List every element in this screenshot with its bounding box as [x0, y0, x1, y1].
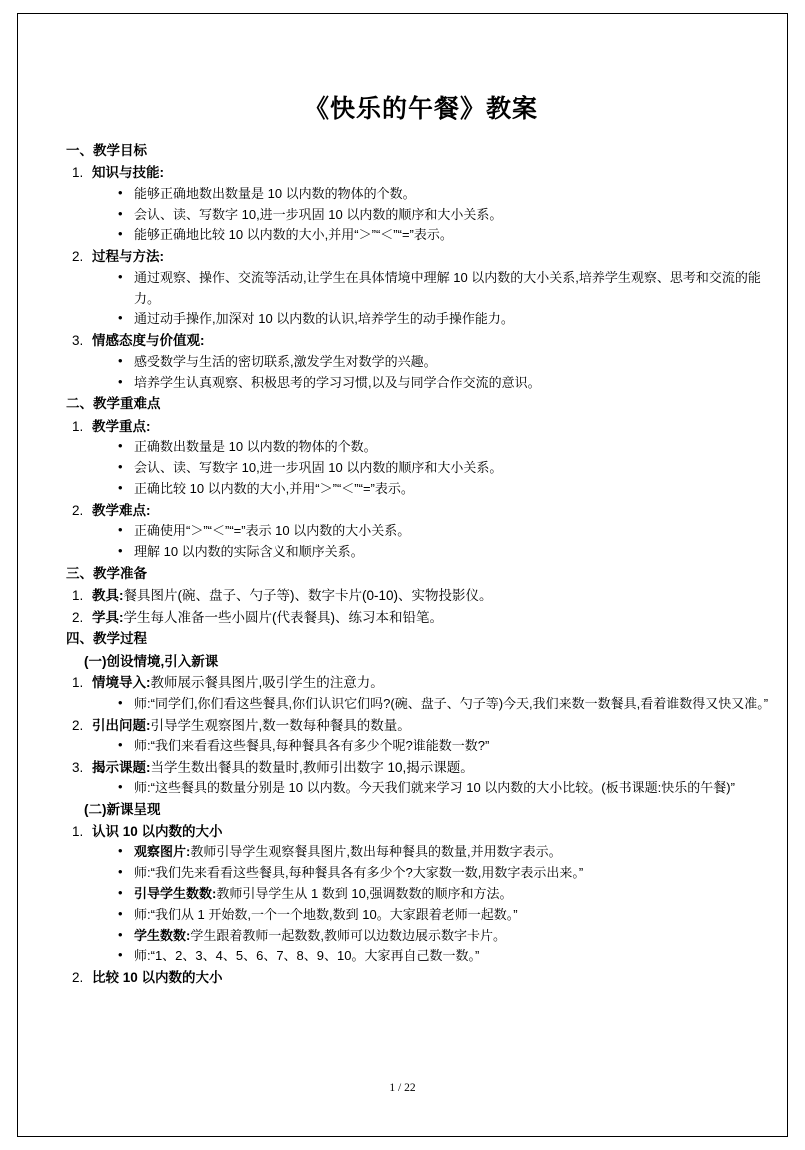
bullet-item — [66, 521, 776, 542]
bullet-text: 学生跟着教师一起数数,教师可以边数边展示数字卡片。 — [190, 927, 506, 943]
bullet-text: 正确比较 10 以内数的大小,并用“＞”“＜”“=”表示。 — [134, 480, 414, 496]
bullet-text: 会认、读、写数字 10,进一步巩固 10 以内数的顺序和大小关系。 — [134, 460, 503, 476]
bullet-dot: • — [118, 779, 123, 795]
bullet-text: 感受数学与生活的密切联系,激发学生对数学的兴趣。 — [134, 353, 437, 369]
list-item — [66, 757, 776, 779]
list-item-text: 餐具图片(碗、盘子、勺子等)、数字卡片(0-10)、实物投影仪。 — [123, 588, 493, 604]
bullet-text: 师:“同学们,你们看这些餐具,你们认识它们吗?(碗、盘子、勺子等)今天,我们来数一数餐具,看着谁数得又快又准。” — [134, 695, 769, 711]
bullet-text: 教师引导学生观察餐具图片,数出每种餐具的数量,并用数字表示。 — [190, 844, 562, 860]
list-item — [66, 162, 776, 184]
list-item — [66, 330, 776, 352]
bullet-text: 师:“我们来看看这些餐具,每种餐具各有多少个呢?谁能数一数?” — [134, 738, 490, 754]
bullet-text: 能够正确地比较 10 以内数的大小,并用“＞”“＜”“=”表示。 — [134, 227, 453, 243]
list-item-text: 当学生数出餐具的数量时,教师引出数字 10,揭示课题。 — [150, 759, 474, 775]
bullet-item — [66, 884, 776, 905]
bullet-dot: • — [118, 694, 123, 710]
bullet-dot: • — [118, 843, 123, 859]
list-item — [66, 246, 776, 268]
bullet-text: 正确使用“＞”“＜”“=”表示 10 以内数的大小关系。 — [134, 523, 411, 539]
bullet-dot: • — [118, 373, 123, 389]
document-body — [66, 89, 776, 989]
list-item-lead: 教具: — [92, 588, 124, 604]
bullet-dot: • — [118, 268, 123, 284]
bullet-text: 通过观察、操作、交流等活动,让学生在具体情境中理解 10 以内数的大小关系,培养学生观察、思考和交流的能力。 — [134, 269, 761, 306]
bullet-dot: • — [118, 226, 123, 242]
section-heading: 三、教学准备 — [66, 565, 147, 581]
bullet-text: 师:“这些餐具的数量分别是 10 以内数。今天我们就来学习 10 以内数的大小比较。(板书课题:快乐的午餐)” — [134, 780, 735, 796]
list-number: 1. — [72, 823, 84, 839]
list-item-text: 学生每人准备一些小圆片(代表餐具)、练习本和铅笔。 — [123, 609, 443, 625]
bullet-item — [66, 778, 776, 799]
bullet-dot: • — [118, 205, 123, 221]
bullet-lead: 学生数数: — [134, 927, 191, 943]
bullet-text: 师:“我们先来看看这些餐具,每种餐具各有多少个?大家数一数,用数字表示出来。” — [134, 865, 584, 881]
bullet-item — [66, 309, 776, 330]
section-heading: 一、教学目标 — [66, 143, 147, 158]
bullet-item — [66, 373, 776, 394]
bullet-item — [66, 352, 776, 373]
bullet-item — [66, 694, 776, 715]
bullet-text: 能够正确地数出数量是 10 以内数的物体的个数。 — [134, 185, 416, 201]
section-heading: 四、教学过程 — [66, 631, 147, 647]
bullet-text: 师:“1、2、3、4、5、6、7、8、9、10。大家再自己数一数。” — [134, 948, 480, 964]
bullet-dot: • — [118, 926, 123, 942]
list-item — [66, 500, 776, 522]
bullet-dot: • — [118, 522, 123, 538]
bullet-text: 培养学生认真观察、积极思考的学习习惯,以及与同学合作交流的意识。 — [134, 374, 541, 390]
bullet-item — [66, 842, 776, 863]
list-number: 3. — [72, 333, 84, 349]
list-item-lead: 过程与方法: — [92, 249, 164, 265]
bullet-item — [66, 542, 776, 563]
bullet-dot: • — [118, 543, 123, 559]
list-item-lead: 情境导入: — [92, 675, 151, 691]
list-item-lead: 教学难点: — [92, 502, 151, 518]
bullet-item — [66, 905, 776, 926]
bullet-text: 理解 10 以内数的实际含义和顺序关系。 — [134, 544, 364, 560]
list-item-lead: 知识与技能: — [92, 165, 164, 181]
list-item — [66, 715, 776, 737]
bullet-lead: 观察图片: — [134, 844, 191, 860]
page-title: 《快乐的午餐》教案 — [303, 94, 538, 123]
bullet-item — [66, 736, 776, 757]
list-item-lead: 教学重点: — [92, 418, 151, 434]
bullet-text: 教师引导学生从 1 数到 10,强调数数的顺序和方法。 — [216, 886, 513, 902]
list-item-lead: 学具: — [92, 609, 124, 625]
bullet-dot: • — [118, 352, 123, 368]
list-item-text: 教师展示餐具图片,吸引学生的注意力。 — [150, 675, 384, 691]
list-item — [66, 967, 776, 989]
list-item-lead: 认识 10 以内数的大小 — [92, 823, 223, 839]
bullet-item — [66, 184, 776, 205]
list-number: 2. — [72, 502, 84, 518]
bullet-lead: 引导学生数数: — [134, 886, 217, 902]
list-item — [66, 821, 776, 843]
list-item-lead: 情感态度与价值观: — [92, 333, 205, 349]
list-number: 2. — [72, 970, 84, 986]
bullet-dot: • — [118, 905, 123, 921]
page-sheet — [17, 13, 788, 1137]
section-heading: 二、教学重难点 — [66, 396, 161, 412]
list-item-lead: 比较 10 以内数的大小 — [92, 970, 223, 986]
bullet-item — [66, 479, 776, 500]
list-item-lead: 引出问题: — [92, 717, 151, 733]
bullet-dot: • — [118, 184, 123, 200]
list-item — [66, 607, 776, 629]
list-number: 1. — [72, 418, 84, 434]
list-item-lead: 揭示课题: — [92, 759, 151, 775]
bullet-dot: • — [118, 479, 123, 495]
bullet-text: 正确数出数量是 10 以内数的物体的个数。 — [134, 439, 377, 455]
list-number: 1. — [72, 588, 84, 604]
bullet-dot: • — [118, 885, 123, 901]
subsection-heading: (二)新课呈现 — [84, 802, 161, 818]
page-footer: 1 / 22 — [389, 1082, 416, 1094]
bullet-dot: • — [118, 947, 123, 963]
bullet-text: 会认、读、写数字 10,进一步巩固 10 以内数的顺序和大小关系。 — [134, 206, 503, 222]
bullet-item — [66, 946, 776, 967]
list-item — [66, 585, 776, 607]
bullet-item — [66, 458, 776, 479]
bullet-dot: • — [118, 864, 123, 880]
list-number: 2. — [72, 249, 84, 265]
bullet-item — [66, 863, 776, 884]
list-number: 2. — [72, 717, 84, 733]
bullet-text: 通过动手操作,加深对 10 以内数的认识,培养学生的动手操作能力。 — [134, 311, 514, 327]
list-item-text: 引导学生观察图片,数一数每种餐具的数量。 — [150, 717, 411, 733]
list-number: 1. — [72, 165, 84, 181]
list-item — [66, 672, 776, 694]
bullet-dot: • — [118, 438, 123, 454]
subsection-heading: (一)创设情境,引入新课 — [84, 653, 219, 669]
bullet-dot: • — [118, 459, 123, 475]
list-number: 1. — [72, 675, 84, 691]
bullet-dot: • — [118, 737, 123, 753]
bullet-item — [66, 205, 776, 226]
bullet-item — [66, 225, 776, 246]
list-item — [66, 416, 776, 438]
bullet-item — [66, 926, 776, 947]
list-number: 2. — [72, 609, 84, 625]
list-number: 3. — [72, 759, 84, 775]
bullet-item — [66, 437, 776, 458]
bullet-item — [66, 268, 776, 310]
bullet-dot: • — [118, 310, 123, 326]
bullet-text: 师:“我们从 1 开始数,一个一个地数,数到 10。大家跟着老师一起数。” — [134, 906, 518, 922]
